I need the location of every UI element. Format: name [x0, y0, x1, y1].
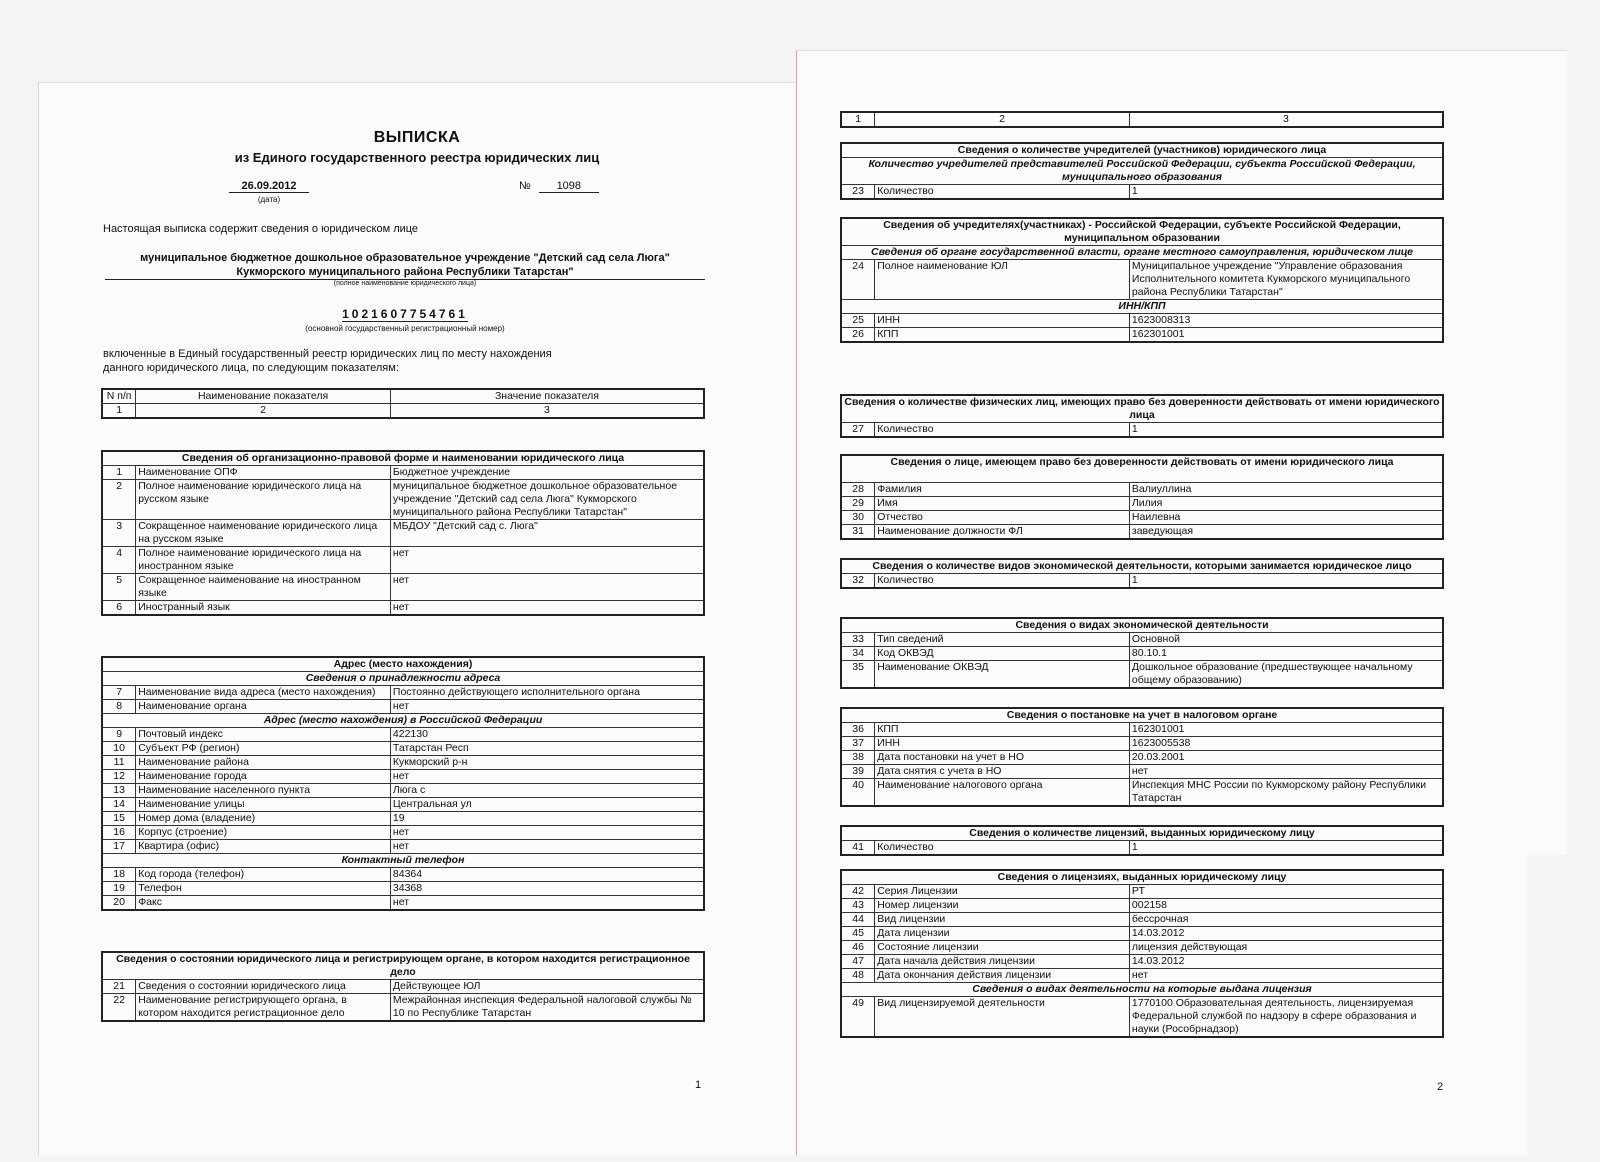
row-label: Наименование должности ФЛ: [875, 525, 1130, 540]
table-row: [841, 314, 1443, 328]
section-title: Сведения об учредителях(участниках) - Российской Федерации, субъекте Российской Федерации, муниципальном образовании: [841, 218, 1443, 246]
section-licenses-count: [840, 825, 1444, 856]
row-value: Постоянно действующего исполнительного органа: [390, 686, 704, 700]
row-number: 38: [841, 751, 875, 765]
row-value: 1: [1129, 423, 1443, 438]
org-name-caption: (полное наименование юридического лица): [333, 280, 477, 287]
row-value: Дошкольное образование (предшествующее начальному общему образованию): [1129, 661, 1443, 689]
row-number: 4: [102, 547, 136, 574]
doc-title: ВЫПИСКА: [373, 129, 461, 146]
row-value: Основной: [1129, 633, 1443, 647]
intro-text: Настоящая выписка содержит сведения о юридическом лице: [103, 223, 419, 235]
included-text: включенные в Единый государственный реестр юридических лиц по месту нахождения данного юридического лица, по следующим показателям:: [103, 348, 552, 374]
section-address: [101, 656, 705, 911]
row-value: Муниципальное учреждение "Управление образования Исполнительного комитета Кукморского муниципального района Республики Татарстан": [1129, 260, 1443, 300]
section-subtitle: Сведения об органе государственной власти, органе местного самоуправления, юридическом лице: [841, 246, 1443, 260]
header-n: N п/п: [102, 389, 136, 404]
row-label: Наименование регистрирующего органа, в котором находится регистрационное дело: [136, 994, 391, 1022]
row-value: Татарстан Респ: [390, 742, 704, 756]
header-col-2: 2: [875, 112, 1130, 127]
row-value: 162301001: [1129, 723, 1443, 737]
section-founders: [840, 217, 1444, 343]
row-number: 7: [102, 686, 136, 700]
row-value: Наилевна: [1129, 511, 1443, 525]
table-row: [102, 601, 704, 616]
row-label: Наименование района: [136, 756, 391, 770]
row-label: Полное наименование ЮЛ: [875, 260, 1130, 300]
row-number: 3: [102, 520, 136, 547]
header-name: Наименование показателя: [136, 389, 391, 404]
row-value: 19: [390, 812, 704, 826]
org-name-line-2: Кукморского муниципального района Республики Татарстан": [236, 266, 574, 278]
row-number: 2: [102, 480, 136, 520]
row-label: Дата лицензии: [875, 927, 1130, 941]
row-number: 33: [841, 633, 875, 647]
row-number: 31: [841, 525, 875, 540]
table-row: [841, 955, 1443, 969]
table-row: [102, 770, 704, 784]
row-number: 47: [841, 955, 875, 969]
row-value: нет: [390, 547, 704, 574]
row-value: 14.03.2012: [1129, 927, 1443, 941]
row-label: Номер лицензии: [875, 899, 1130, 913]
section-title: Адрес (место нахождения): [102, 657, 704, 672]
row-number: 10: [102, 742, 136, 756]
row-value: 1623008313: [1129, 314, 1443, 328]
row-label: Состояние лицензии: [875, 941, 1130, 955]
row-number: 16: [102, 826, 136, 840]
table-row: [841, 941, 1443, 955]
row-value: 1770100 Образовательная деятельность, лицензируемая Федеральной службой по надзору в сфере образования и науки (Рособрнадзор): [1129, 997, 1443, 1038]
row-value: нет: [1129, 765, 1443, 779]
row-value: нет: [390, 840, 704, 854]
table-row: [841, 574, 1443, 589]
number-value: 1098: [539, 180, 599, 193]
row-label: Почтовый индекс: [136, 728, 391, 742]
row-number: 12: [102, 770, 136, 784]
row-value: 162301001: [1129, 328, 1443, 343]
row-label: Количество: [875, 841, 1130, 856]
table-row: [102, 742, 704, 756]
row-label: Отчество: [875, 511, 1130, 525]
row-label: Наименование ОПФ: [136, 466, 391, 480]
row-value: РТ: [1129, 885, 1443, 899]
row-label: Вид лицензии: [875, 913, 1130, 927]
row-label: Тип сведений: [875, 633, 1130, 647]
row-value: муниципальное бюджетное дошкольное образовательное учреждение "Детский сад села Люга" Кукморского муниципального района Республики Татарстан": [390, 480, 704, 520]
row-number: 34: [841, 647, 875, 661]
table-row: [841, 899, 1443, 913]
table-row: [102, 784, 704, 798]
section-title: Сведения о количестве лицензий, выданных юридическому лицу: [841, 826, 1443, 841]
table-row: [102, 466, 704, 480]
row-label: КПП: [875, 723, 1130, 737]
column-header-table: [840, 111, 1444, 128]
row-number: 1: [102, 466, 136, 480]
table-row: [102, 868, 704, 882]
section-subtitle: Адрес (место нахождения) в Российской Федерации: [102, 714, 704, 728]
row-value: нет: [390, 896, 704, 911]
row-label: Квартира (офис): [136, 840, 391, 854]
page-number: 2: [1437, 1081, 1444, 1093]
org-full-name: [105, 251, 705, 280]
row-label: Дата постановки на учет в НО: [875, 751, 1130, 765]
table-row: [102, 980, 704, 994]
row-number: 24: [841, 260, 875, 300]
section-title: Сведения о состоянии юридического лица и регистрирующем органе, в котором находится регистрационное дело: [102, 952, 704, 980]
table-row: [841, 661, 1443, 689]
row-number: 17: [102, 840, 136, 854]
table-row: [102, 520, 704, 547]
table-row: [841, 423, 1443, 438]
section-subtitle: Сведения о видах деятельности на которые выдана лицензия: [841, 983, 1443, 997]
table-row: [102, 798, 704, 812]
row-label: ИНН: [875, 737, 1130, 751]
torn-corner: [1527, 855, 1567, 1155]
row-value: Инспекция МНС России по Кукморскому району Республики Татарстан: [1129, 779, 1443, 807]
section-legal-form: [101, 450, 705, 616]
section-title: Сведения о постановке на учет в налоговом органе: [841, 708, 1443, 723]
header-col-3: 3: [1129, 112, 1443, 127]
row-label: Вид лицензируемой деятельности: [875, 997, 1130, 1038]
table-row: [102, 812, 704, 826]
header-col-3: 3: [390, 404, 704, 419]
header-value: Значение показателя: [390, 389, 704, 404]
row-value: нет: [390, 826, 704, 840]
row-value: Валиуллина: [1129, 483, 1443, 497]
row-value: 1: [1129, 841, 1443, 856]
table-row: [102, 882, 704, 896]
row-label: Имя: [875, 497, 1130, 511]
row-value: Люга с: [390, 784, 704, 798]
row-number: 49: [841, 997, 875, 1038]
row-value: нет: [390, 700, 704, 714]
row-number: 15: [102, 812, 136, 826]
section-state-registration: [101, 951, 705, 1022]
row-number: 5: [102, 574, 136, 601]
page-number: 1: [695, 1079, 702, 1091]
row-label: ИНН: [875, 314, 1130, 328]
table-row: [102, 480, 704, 520]
row-label: Код ОКВЭД: [875, 647, 1130, 661]
table-row: [102, 686, 704, 700]
table-row: [841, 841, 1443, 856]
row-label: Номер дома (владение): [136, 812, 391, 826]
table-row: [841, 723, 1443, 737]
row-number: 40: [841, 779, 875, 807]
row-value: 1623005538: [1129, 737, 1443, 751]
table-row: [841, 497, 1443, 511]
section-subtitle: Контактный телефон: [102, 854, 704, 868]
row-number: 14: [102, 798, 136, 812]
header-col-1: 1: [841, 112, 875, 127]
section-title: Сведения о количестве физических лиц, имеющих право без доверенности действовать от имени юридического лица: [841, 395, 1443, 423]
row-number: 26: [841, 328, 875, 343]
row-label: Количество: [875, 185, 1130, 200]
row-label: Факс: [136, 896, 391, 911]
section-subtitle: ИНН/КПП: [841, 300, 1443, 314]
row-number: 13: [102, 784, 136, 798]
row-label: Телефон: [136, 882, 391, 896]
section-subtitle: Сведения о принадлежности адреса: [102, 672, 704, 686]
section-tax-registration: [840, 707, 1444, 807]
number-label: №: [519, 180, 531, 192]
row-number: 18: [102, 868, 136, 882]
row-label: Серия Лицензии: [875, 885, 1130, 899]
table-row: [841, 737, 1443, 751]
row-number: 28: [841, 483, 875, 497]
row-label: Сведения о состоянии юридического лица: [136, 980, 391, 994]
row-value: 422130: [390, 728, 704, 742]
row-number: 45: [841, 927, 875, 941]
row-number: 37: [841, 737, 875, 751]
row-label: Наименование города: [136, 770, 391, 784]
section-activities: [840, 617, 1444, 689]
row-number: 36: [841, 723, 875, 737]
table-row: [841, 765, 1443, 779]
table-row: [841, 751, 1443, 765]
header-col-2: 2: [136, 404, 391, 419]
row-number: 41: [841, 841, 875, 856]
row-number: 30: [841, 511, 875, 525]
section-title: Сведения о лицензиях, выданных юридическому лицу: [841, 870, 1443, 885]
row-number: 43: [841, 899, 875, 913]
row-value: Лилия: [1129, 497, 1443, 511]
table-row: [841, 525, 1443, 540]
row-number: 25: [841, 314, 875, 328]
row-value: Кукморский р-н: [390, 756, 704, 770]
page-1: [38, 82, 795, 1155]
row-label: Корпус (строение): [136, 826, 391, 840]
row-value: Центральная ул: [390, 798, 704, 812]
row-number: 44: [841, 913, 875, 927]
row-number: 19: [102, 882, 136, 896]
table-row: [841, 260, 1443, 300]
row-label: Количество: [875, 423, 1130, 438]
row-number: 21: [102, 980, 136, 994]
table-row: [841, 483, 1443, 497]
date-field: [229, 180, 309, 205]
row-value: бессрочная: [1129, 913, 1443, 927]
row-label: Субъект РФ (регион): [136, 742, 391, 756]
section-title: Сведения о видах экономической деятельности: [841, 618, 1443, 633]
table-row: [102, 700, 704, 714]
row-value: 1: [1129, 574, 1443, 589]
row-value: Межрайонная инспекция Федеральной налоговой службы № 10 по Республике Татарстан: [390, 994, 704, 1022]
row-number: 27: [841, 423, 875, 438]
row-label: Дата начала действия лицензии: [875, 955, 1130, 969]
number-field: [519, 180, 599, 193]
section-subtitle: Количество учредителей представителей Российской Федерации, субъекта Российской Федерации, муниципального образования: [841, 158, 1443, 185]
row-label: Иностранный язык: [136, 601, 391, 616]
row-value: 80.10.1: [1129, 647, 1443, 661]
page-2: [796, 50, 1567, 1155]
row-label: Наименование органа: [136, 700, 391, 714]
section-title: Сведения о количестве учредителей (участников) юридического лица: [841, 143, 1443, 158]
table-row: [841, 779, 1443, 807]
table-row: [102, 826, 704, 840]
row-value: лицензия действующая: [1129, 941, 1443, 955]
row-value: 14.03.2012: [1129, 955, 1443, 969]
doc-subtitle: из Единого государственного реестра юридических лиц: [234, 150, 600, 165]
table-row: [841, 511, 1443, 525]
row-label: Наименование налогового органа: [875, 779, 1130, 807]
row-number: 42: [841, 885, 875, 899]
ogrn-value: 1021607754761: [342, 307, 468, 321]
row-label: Код города (телефон): [136, 868, 391, 882]
table-row: [102, 994, 704, 1022]
row-value: нет: [390, 574, 704, 601]
section-activity-count: [840, 558, 1444, 589]
row-label: Наименование ОКВЭД: [875, 661, 1130, 689]
row-number: 35: [841, 661, 875, 689]
row-number: 23: [841, 185, 875, 200]
row-value: заведующая: [1129, 525, 1443, 540]
row-label: Дата снятия с учета в НО: [875, 765, 1130, 779]
section-founders-count: [840, 142, 1444, 200]
table-row: [102, 840, 704, 854]
row-number: 32: [841, 574, 875, 589]
row-number: 8: [102, 700, 136, 714]
ogrn: [105, 307, 705, 321]
row-label: Полное наименование юридического лица на иностранном языке: [136, 547, 391, 574]
table-row: [841, 328, 1443, 343]
org-name-line-1: муниципальное бюджетное дошкольное образовательное учреждение "Детский сад села Люга": [140, 252, 670, 264]
row-label: Наименование населенного пункта: [136, 784, 391, 798]
row-value: 002158: [1129, 899, 1443, 913]
row-label: Дата окончания действия лицензии: [875, 969, 1130, 983]
row-value: нет: [1129, 969, 1443, 983]
row-label: Наименование вида адреса (место нахождения): [136, 686, 391, 700]
table-row: [841, 647, 1443, 661]
row-value: 20.03.2001: [1129, 751, 1443, 765]
row-label: Количество: [875, 574, 1130, 589]
row-number: 20: [102, 896, 136, 911]
table-row: [841, 969, 1443, 983]
section-title: Сведения об организационно-правовой форме и наименовании юридического лица: [102, 451, 704, 466]
table-row: [841, 913, 1443, 927]
date-caption: (дата): [257, 195, 281, 204]
row-number: 22: [102, 994, 136, 1022]
row-number: 6: [102, 601, 136, 616]
table-row: [841, 185, 1443, 200]
section-authorized-person: [840, 454, 1444, 540]
row-value: 84364: [390, 868, 704, 882]
row-number: 48: [841, 969, 875, 983]
section-persons-count: [840, 394, 1444, 438]
row-label: Сокращенное наименование на иностранном языке: [136, 574, 391, 601]
row-label: Фамилия: [875, 483, 1130, 497]
date-value: 26.09.2012: [229, 180, 309, 193]
table-row: [841, 885, 1443, 899]
table-row: [102, 728, 704, 742]
row-number: 11: [102, 756, 136, 770]
table-row: [841, 633, 1443, 647]
row-value: Действующее ЮЛ: [390, 980, 704, 994]
row-label: Полное наименование юридического лица на русском языке: [136, 480, 391, 520]
row-label: Наименование улицы: [136, 798, 391, 812]
row-number: 9: [102, 728, 136, 742]
row-value: Бюджетное учреждение: [390, 466, 704, 480]
row-value: нет: [390, 601, 704, 616]
table-row: [102, 574, 704, 601]
table-row: [102, 547, 704, 574]
header-table: [101, 388, 705, 419]
section-licenses: [840, 869, 1444, 1038]
row-value: 34368: [390, 882, 704, 896]
table-row: [102, 896, 704, 911]
table-row: [841, 997, 1443, 1038]
row-value: 1: [1129, 185, 1443, 200]
row-number: 46: [841, 941, 875, 955]
table-row: [102, 756, 704, 770]
ogrn-caption: (основной государственный регистрационный номер): [305, 324, 505, 333]
section-title: Сведения о количестве видов экономической деятельности, которыми занимается юридическое лицо: [841, 559, 1443, 574]
row-value: МБДОУ "Детский сад с. Люга": [390, 520, 704, 547]
row-number: 29: [841, 497, 875, 511]
row-label: Сокращенное наименование юридического лица на русском языке: [136, 520, 391, 547]
row-label: КПП: [875, 328, 1130, 343]
header-col-1: 1: [102, 404, 136, 419]
row-number: 39: [841, 765, 875, 779]
row-value: нет: [390, 770, 704, 784]
table-row: [841, 927, 1443, 941]
section-title: Сведения о лице, имеющем право без доверенности действовать от имени юридического лица: [841, 455, 1443, 483]
